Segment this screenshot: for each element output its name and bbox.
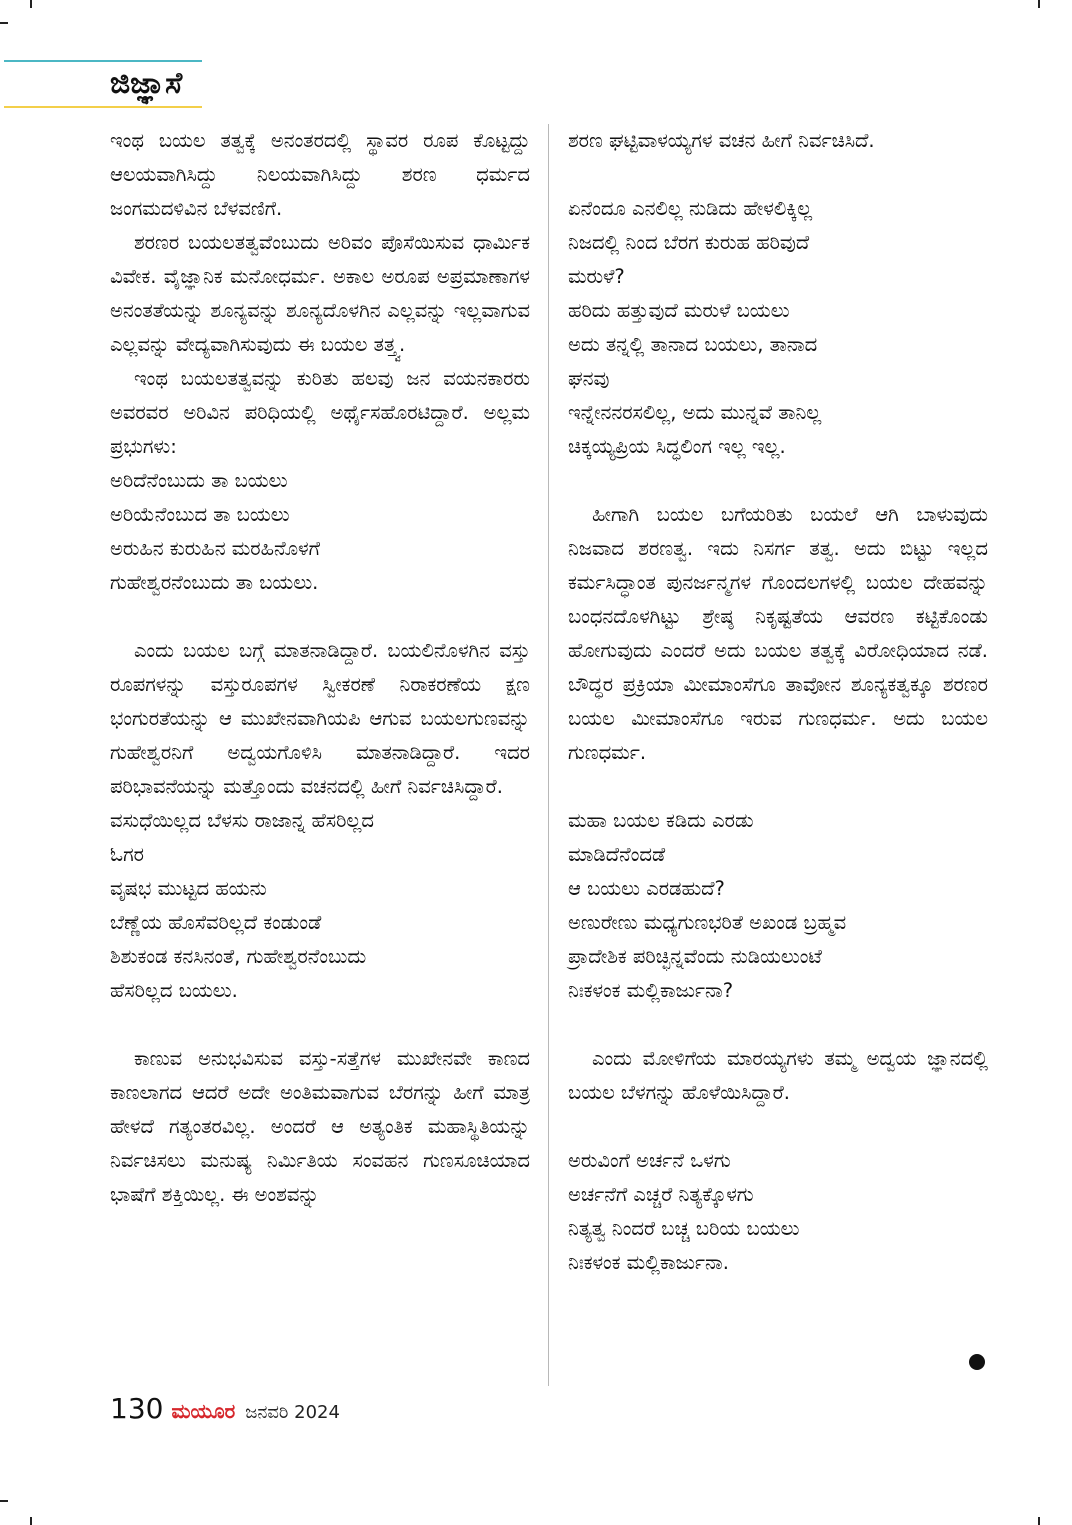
verse-line: ನಿಃಕಳಂಕ ಮಲ್ಲಿಕಾರ್ಜುನಾ? [568, 979, 734, 1002]
verse-line: ಬೆಣ್ಣೆಯ ಹೊಸೆವರಿಲ್ಲದೆ ಕಂಡುಂಡೆ [110, 911, 322, 934]
paragraph-spacer [568, 1008, 988, 1042]
verse-line: ಮಹಾ ಬಯಲ ಕಡಿದು ಎರಡು [568, 809, 754, 832]
verse-line: ಶಿಶುಕಂಡ ಕನಸಿನಂತೆ, ಗುಹೇಶ್ವರನೆಂಬುದು [110, 945, 367, 968]
body-paragraph: ಹೀಗಾಗಿ ಬಯಲ ಬಗೆಯರಿತು ಬಯಲೆ ಆಗಿ ಬಾಳುವುದು ನಿಜವಾದ ಶರಣತ್ವ. ಇದು ನಿಸರ್ಗ ತತ್ವ. ಅದು ಬಿಟ್ಟು ಇಲ್ಲದ ಕರ್ಮಸಿದ್ಧಾಂತ ಪುನರ್ಜನ್ಮಗಳ ಗೊಂದಲಗಳಲ್ಲಿ ಬಯಲ ದೇಹವನ್ನು ಬಂಧನದೊಳಗಿಟ್ಟು ಶ್ರೇಷ್ಠ ನಿಕೃಷ್ಟತೆಯ ಆವರಣ ಕಟ್ಟಿಕೊಂಡು ಹೋಗುವುದು ಎಂದರೆ ಅದು ಬಯಲ ತತ್ವಕ್ಕೆ ವಿರೋಧಿಯಾದ ನಡೆ. ಬೌದ್ಧರ ಪ್ರಕ್ರಿಯಾ ಮೀಮಾಂಸೆಗೂ ತಾವೋನ ಶೂನ್ಯಕತ್ವಕ್ಕೂ ಶರಣರ ಬಯಲ ಮೀಮಾಂಸೆಗೂ ಇರುವ ಗುಣಧರ್ಮ. ಅದು ಬಯಲ ಗುಣಧರ್ಮ. [568, 503, 988, 764]
crop-mark [0, 22, 8, 24]
verse-line: ಅರಿದೆನೆಂಬುದು ತಾ ಬಯಲು [110, 469, 288, 492]
page-number: 130 [110, 1392, 164, 1425]
section-title: ಜಿಜ್ಞಾಸೆ [110, 66, 183, 101]
verse-line: ಚಿಕ್ಕಯ್ಯಪ್ರಿಯ ಸಿದ್ಧಲಿಂಗ ಇಲ್ಲ ಇಲ್ಲ. [568, 435, 786, 458]
magazine-logo: ಮಯೂರ [171, 1399, 236, 1423]
verse-line: ಅಣುರೇಣು ಮಧ್ಯಗುಣಭರಿತೆ ಅಖಂಡ ಬ್ರಹ್ಮವ [568, 911, 847, 934]
verse-line: ಆ ಬಯಲು ಎರಡಹುದೆ? [568, 877, 725, 900]
paragraph-spacer [568, 158, 988, 192]
vachana-verse [110, 464, 530, 600]
crop-mark [1038, 0, 1040, 8]
paragraph-spacer [110, 600, 530, 634]
issue-date: ಜನವರಿ 2024 [245, 1402, 340, 1423]
verse-line: ಇನ್ನೇನನರಸಲಿಲ್ಲ, ಅದು ಮುನ್ನವೆ ತಾನಿಲ್ಲ [568, 401, 822, 424]
crop-mark [30, 0, 32, 8]
verse-line: ಅರಿಯೆನೆಂಬುದ ತಾ ಬಯಲು [110, 503, 290, 526]
header-accent-rule-yellow [4, 106, 202, 108]
body-paragraph: ಶರಣ ಘಟ್ಟಿವಾಳಯ್ಯಗಳ ವಚನ ಹೀಗೆ ನಿರ್ವಚಿಸಿದೆ. [568, 129, 875, 152]
verse-line: ಗುಹೇಶ್ವರನೆಂಬುದು ತಾ ಬಯಲು. [110, 571, 319, 594]
header-accent-rule-teal [4, 60, 202, 62]
article-column-left [110, 124, 530, 1212]
verse-line: ವಸುಧೆಯಿಲ್ಲದ ಬೆಳಸು ರಾಜಾನ್ನ ಹೆಸರಿಲ್ಲದ [110, 809, 374, 832]
verse-line: ಏನೆಂದೂ ಎನಲಿಲ್ಲ ನುಡಿದು ಹೇಳಲಿಕ್ಕಿಲ್ಲ [568, 197, 813, 220]
verse-line: ವೃಷಭ ಮುಟ್ಟದ ಹಯನು [110, 877, 267, 900]
body-paragraph: ಎಂದು ಬಯಲ ಬಗ್ಗೆ ಮಾತನಾಡಿದ್ದಾರೆ. ಬಯಲಿನೊಳಗಿನ ವಸ್ತು ರೂಪಗಳನ್ನು ವಸ್ತುರೂಪಗಳ ಸ್ವೀಕರಣೆ ನಿರಾಕರಣೆಯ ಕ್ಷಣ ಭಂಗುರತೆಯನ್ನು ಆ ಮುಖೇನವಾಗಿಯಪಿ ಆಗುವ ಬಯಲಗುಣವನ್ನು ಗುಹೇಶ್ವರನಿಗೆ ಅದ್ವಯಗೊಳಿಸಿ ಮಾತನಾಡಿದ್ದಾರೆ. ಇದರ ಪರಿಭಾವನೆಯನ್ನು ಮತ್ತೊಂದು ವಚನದಲ್ಲಿ ಹೀಗೆ ನಿರ್ವಚಿಸಿದ್ದಾರೆ. [110, 639, 530, 798]
paragraph-spacer [568, 770, 988, 804]
verse-line: ನಿತ್ಯತ್ವ ನಿಂದರೆ ಬಚ್ಚ ಬರಿಯ ಬಯಲು [568, 1217, 800, 1240]
vachana-verse [568, 1144, 988, 1280]
paragraph-spacer [110, 1008, 530, 1042]
verse-line: ಹೆಸರಿಲ್ಲದ ಬಯಲು. [110, 979, 238, 1002]
verse-line: ಘನವು [568, 367, 610, 390]
column-divider [548, 124, 549, 1386]
verse-line: ಅರುವಿಂಗೆ ಅರ್ಚನೆ ಒಳಗು [568, 1149, 731, 1172]
verse-line: ಅರ್ಚನೆಗೆ ಎಚ್ಚರೆ ನಿತ್ಯಕ್ಕೊಳಗು [568, 1183, 754, 1206]
end-of-article-bullet [969, 1354, 985, 1370]
crop-mark [1038, 1517, 1040, 1525]
vachana-verse [110, 804, 530, 1008]
body-paragraph: ಕಾಣುವ ಅನುಭವಿಸುವ ವಸ್ತು-ಸತ್ತೆಗಳ ಮುಖೇನವೇ ಕಾಣದ ಕಾಣಲಾಗದ ಆದರೆ ಅದೇ ಅಂತಿಮವಾಗುವ ಬೆರಗನ್ನು ಹೀಗೆ ಮಾತ್ರ ಹೇಳದೆ ಗತ್ಯಂತರವಿಲ್ಲ. ಅಂದರೆ ಆ ಅತ್ಯಂತಿಕ ಮಹಾಸ್ಥಿತಿಯನ್ನು ನಿರ್ವಚಿಸಲು ಮನುಷ್ಯ ನಿರ್ಮಿತಿಯ ಸಂವಹನ ಗುಣಸೂಚಿಯಾದ ಭಾಷೆಗೆ ಶಕ್ತಿಯಿಲ್ಲ. ಈ ಅಂಶವನ್ನು [110, 1047, 530, 1206]
verse-line: ಅರುಹಿನ ಕುರುಹಿನ ಮರಹಿನೊಳಗೆ [110, 537, 320, 560]
verse-line: ಮರುಳೆ? [568, 265, 625, 288]
crop-mark [30, 1517, 32, 1525]
verse-line: ಹರಿದು ಹತ್ತುವುದೆ ಮರುಳೆ ಬಯಲು [568, 299, 790, 322]
verse-line: ಅದು ತನ್ನಲ್ಲಿ ತಾನಾದ ಬಯಲು, ತಾನಾದ [568, 333, 818, 356]
verse-line: ನಿಜದಲ್ಲಿ ನಿಂದ ಬೆರಗ ಕುರುಹ ಹರಿವುದೆ [568, 231, 810, 254]
verse-line: ನಿಃಕಳಂಕ ಮಲ್ಲಿಕಾರ್ಜುನಾ. [568, 1251, 729, 1274]
vachana-verse [568, 804, 988, 1008]
body-paragraph: ಇಂಥ ಬಯಲ ತತ್ವಕ್ಕೆ ಅನಂತರದಲ್ಲಿ ಸ್ಥಾವರ ರೂಪ ಕೊಟ್ಟದ್ದು ಆಲಯವಾಗಿಸಿದ್ದು ನಿಲಯವಾಗಿಸಿದ್ದು ಶರಣ ಧರ್ಮದ ಜಂಗಮದಳಿವಿನ ಬೆಳವಣಿಗೆ. [110, 129, 530, 220]
body-paragraph: ಶರಣರ ಬಯಲತತ್ವವೆಂಬುದು ಅರಿವಂ ಪೊಸೆಯಿಸುವ ಧಾರ್ಮಿಕ ವಿವೇಕ. ವೈಜ್ಞಾನಿಕ ಮನೋಧರ್ಮ. ಅಕಾಲ ಅರೂಪ ಅಪ್ರಮಾಣಾಗಳ ಅನಂತತೆಯನ್ನು ಶೂನ್ಯವನ್ನು ಶೂನ್ಯದೊಳಗಿನ ಎಲ್ಲವನ್ನು ಇಲ್ಲವಾಗುವ ಎಲ್ಲವನ್ನು ವೇದ್ಯವಾಗಿಸುವುದು ಈ ಬಯಲ ತತ್ತ್ವ. [110, 231, 530, 356]
verse-line: ಪ್ರಾದೇಶಿಕ ಪರಿಚ್ಛಿನ್ನವೆಂದು ನುಡಿಯಲುಂಟೆ [568, 945, 822, 968]
body-paragraph: ಎಂದು ಮೋಳಿಗೆಯ ಮಾರಯ್ಯಗಳು ತಮ್ಮ ಅದ್ವಯ ಜ್ಞಾನದಲ್ಲಿ ಬಯಲ ಬೆಳಗನ್ನು ಹೊಳೆಯಿಸಿದ್ದಾರೆ. [568, 1047, 988, 1104]
body-paragraph: ಇಂಥ ಬಯಲತತ್ವವನ್ನು ಕುರಿತು ಹಲವು ಜನ ವಯನಕಾರರು ಅವರವರ ಅರಿವಿನ ಪರಿಧಿಯಲ್ಲಿ ಅರ್ಥೈಸಹೊರಟಿದ್ದಾರೆ. ಅಲ್ಲಮ ಪ್ರಭುಗಳು: [110, 367, 530, 458]
verse-line: ಮಾಡಿದೆನೆಂದಡೆ [568, 843, 666, 866]
vachana-verse [568, 192, 988, 464]
article-column-right [568, 124, 988, 1280]
verse-line: ಓಗರ [110, 843, 144, 866]
paragraph-spacer [568, 1110, 988, 1144]
crop-mark [0, 1500, 8, 1502]
paragraph-spacer [568, 464, 988, 498]
page-footer [110, 1392, 340, 1426]
